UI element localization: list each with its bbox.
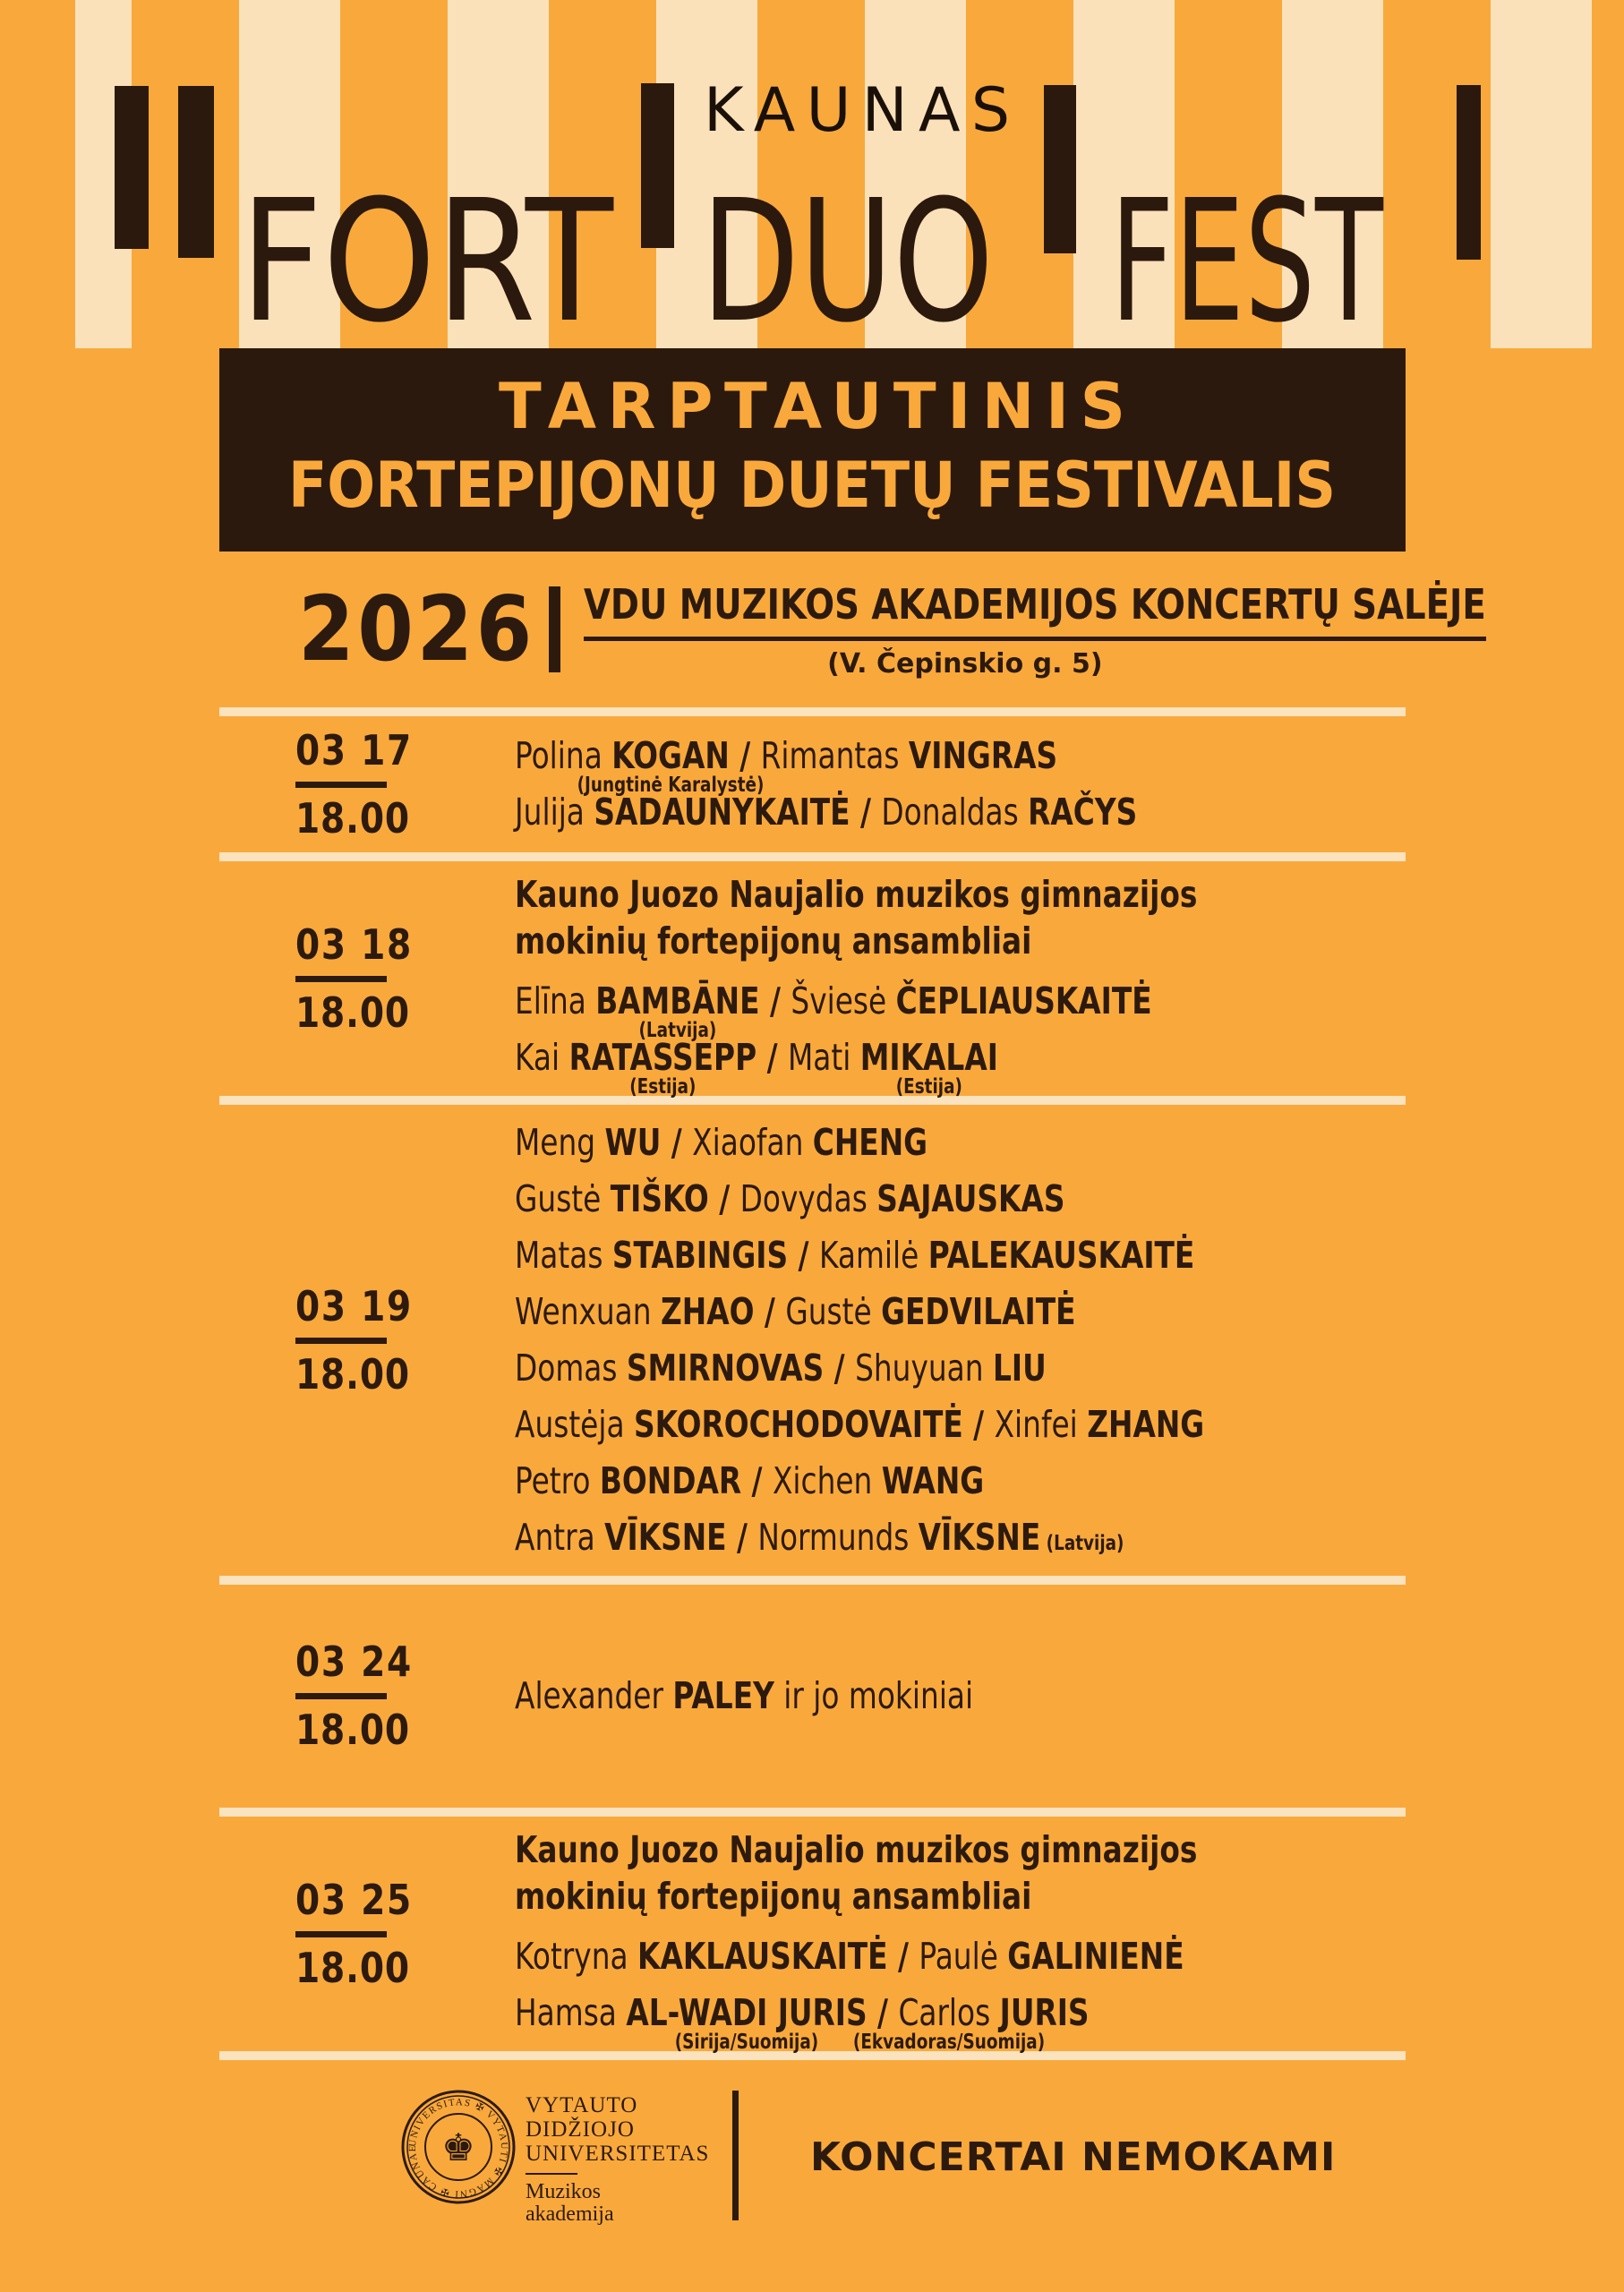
performer-name-segment: Rimantas <box>760 734 909 777</box>
schedule-entry <box>219 716 1406 852</box>
piano-key-bar <box>178 86 214 258</box>
performer-name-segment: Wenxuan <box>515 1290 661 1333</box>
country-label: (Latvija) <box>638 1019 717 1042</box>
performer-name-segment: / <box>729 734 761 777</box>
free-concerts-label: KONCERTAI NEMOKAMI <box>810 2134 1337 2180</box>
performer-name-segment: Shuyuan <box>855 1347 993 1390</box>
performer-name-segment: ir jo mokiniai <box>774 1673 974 1717</box>
footer <box>219 2014 1406 2292</box>
university-name-line: UNIVERSITETAS <box>526 2142 710 2166</box>
performer-line <box>515 728 1227 797</box>
entry-date-block <box>219 726 515 842</box>
entry-date-block <box>219 1638 515 1754</box>
piano-key-bar <box>1457 85 1481 260</box>
date-underline <box>295 1931 387 1937</box>
piano-stripes-header <box>0 0 1624 348</box>
entry-time: 18.00 <box>295 988 410 1037</box>
ensemble-heading <box>515 871 1227 964</box>
performer-name-segment: Mati <box>787 1036 860 1079</box>
performer-name-segment: / <box>708 1177 740 1220</box>
performer-name-segment: Elīna <box>515 979 596 1022</box>
date-underline <box>295 1338 387 1344</box>
performer-name-segment: Kotryna <box>515 1935 638 1978</box>
performer-name-segment: JURIS <box>999 1991 1090 2034</box>
performer-name-segment: ČEPLIAUSKAITĖ <box>895 979 1152 1022</box>
separator-line <box>219 1576 1406 1585</box>
venue-address: (V. Čepinskio g. 5) <box>827 647 1103 680</box>
ensemble-heading-line: Kauno Juozo Naujalio muzikos gimnazijos <box>515 873 1198 916</box>
performer-name-segment: KAKLAUSKAITĖ <box>637 1935 888 1978</box>
performer-name-segment: Alexander <box>515 1673 673 1717</box>
entry-time: 18.00 <box>295 1706 410 1754</box>
seal-throne-figure: ♚ <box>441 2125 475 2169</box>
date-underline <box>295 976 387 982</box>
performer-line <box>515 1171 1227 1227</box>
performer-line <box>515 1397 1227 1453</box>
performer-name-segment: Normunds <box>757 1516 919 1559</box>
venue-name: VDU MUZIKOS AKADEMIJOS KONCERTŲ SALĖJE <box>584 580 1486 641</box>
country-label: (Estija) <box>895 1075 962 1099</box>
entry-performers <box>515 1115 1406 1566</box>
entry-time: 18.00 <box>295 794 410 842</box>
subtitle-banner <box>219 348 1406 552</box>
performer-name-segment: / <box>756 1036 788 1079</box>
performer-name-segment: AL-WADI JURIS (Sirija/Suomija) <box>626 1991 868 2054</box>
performer-name-segment: Gustė <box>785 1290 882 1333</box>
performer-name-segment: Matas <box>515 1234 612 1277</box>
entry-performers <box>515 728 1406 841</box>
entry-date: 03 24 <box>295 1638 413 1686</box>
country-label: (Jungtinė Karalystė) <box>577 774 765 797</box>
performer-line <box>515 1453 1227 1509</box>
performer-name-segment: VĪKSNE <box>918 1516 1041 1559</box>
performer-name-segment: Polina <box>515 734 612 777</box>
performer-name-segment: / <box>788 1234 819 1277</box>
date-underline <box>295 782 387 788</box>
ensemble-heading-line: Kauno Juozo Naujalio muzikos gimnazijos <box>515 1828 1198 1871</box>
performer-line <box>515 1668 1227 1724</box>
performer-name-segment: Carlos (Ekvadoras/Suomija) <box>852 1991 1046 2054</box>
vdu-university-seal <box>398 2084 518 2210</box>
entry-date: 03 19 <box>295 1282 413 1330</box>
piano-key-bar <box>115 86 149 249</box>
entry-date: 03 18 <box>295 920 413 969</box>
title-word-fort: FORT <box>240 164 614 348</box>
festival-year: 2026 <box>298 577 535 681</box>
performer-name-segment: Hamsa <box>515 1991 627 2034</box>
separator-line <box>219 1096 1406 1105</box>
concert-schedule <box>219 707 1406 2060</box>
performer-name-segment: PALEKAUSKAITĖ <box>927 1234 1195 1277</box>
performer-line <box>515 1929 1227 1985</box>
performer-name-segment: Kai <box>515 1036 569 1079</box>
performer-line <box>515 784 1227 841</box>
performer-name-segment: ZHANG <box>1087 1403 1205 1446</box>
performer-name-segment: / <box>726 1516 758 1559</box>
performer-name-segment: PALEY <box>672 1673 774 1717</box>
year-divider-bar <box>549 586 560 672</box>
ensemble-heading-line: mokinių fortepijonų ansambliai <box>515 919 1032 962</box>
schedule-entry <box>219 861 1406 1099</box>
performer-name-segment: / <box>741 1459 773 1502</box>
separator-line <box>219 707 1406 716</box>
entry-performers <box>515 1826 1406 2054</box>
performer-name-segment: LIU <box>992 1347 1047 1390</box>
performer-line <box>515 1115 1227 1171</box>
university-name-line: VYTAUTO <box>526 2093 638 2117</box>
entry-date-block <box>219 1282 515 1398</box>
venue-row <box>219 552 1487 707</box>
schedule-entry <box>219 1105 1406 1576</box>
performer-name-segment: / <box>867 1991 899 2034</box>
performer-name-segment: VINGRAS <box>908 734 1058 777</box>
entry-date-block <box>219 1876 515 1992</box>
performer-name-segment: / <box>824 1347 856 1390</box>
country-label: (Sirija/Suomija) <box>674 2031 819 2054</box>
country-label: (Estija) <box>629 1075 697 1099</box>
performer-name-segment: / <box>754 1290 786 1333</box>
performer-name-segment: Xinfei <box>994 1403 1088 1446</box>
performer-line <box>515 1284 1227 1340</box>
entry-performers <box>515 871 1406 1099</box>
performer-name-segment: GEDVILAITĖ <box>881 1290 1076 1333</box>
performer-name-segment: Gustė <box>515 1177 611 1220</box>
performer-name-segment: Dovydas <box>739 1177 877 1220</box>
performer-name-segment: Meng <box>515 1121 605 1164</box>
ensemble-heading <box>515 1826 1227 1920</box>
date-underline <box>295 1693 387 1699</box>
separator-line <box>219 852 1406 861</box>
performer-name-segment: / <box>850 791 882 834</box>
performer-name-segment: Antra <box>515 1516 605 1559</box>
city-title: KAUNAS <box>704 75 1010 146</box>
performer-name-segment: Kamilė <box>818 1234 928 1277</box>
seal-ring-text: UNIVERSITAS ✠ VYTAUTI ✠ MAGNI ✠ CAUNAE <box>406 2097 510 2200</box>
entry-date: 03 25 <box>295 1876 413 1924</box>
performer-name-segment: SKOROCHODOVAITĖ <box>634 1403 963 1446</box>
performer-name-segment: WU <box>604 1121 662 1164</box>
performer-line <box>515 1340 1227 1397</box>
banner-line-1: TARPTAUTINIS <box>499 370 1125 443</box>
performer-name-segment: SMIRNOVAS <box>626 1347 825 1390</box>
performer-name-segment: VĪKSNE <box>604 1516 727 1559</box>
entry-date: 03 17 <box>295 726 413 774</box>
academy-line: Muzikos <box>526 2180 601 2203</box>
performer-name-segment: Donaldas <box>881 791 1029 834</box>
country-label-inline: (Latvija) <box>1040 1532 1124 1555</box>
performer-name-segment: WANG <box>881 1459 985 1502</box>
performer-name-segment: Xichen <box>772 1459 882 1502</box>
performer-line <box>515 1227 1227 1284</box>
subtitle-banner-text <box>219 348 1406 552</box>
country-label: (Ekvadoras/Suomija) <box>852 2031 1046 2054</box>
performer-name-segment: MIKALAI (Estija) <box>859 1036 998 1099</box>
performer-line <box>515 1030 1227 1099</box>
performer-name-segment: SADAUNYKAITĖ <box>594 791 850 834</box>
performer-name-segment: TIŠKO <box>610 1177 709 1220</box>
performer-name-segment: Petro <box>515 1459 600 1502</box>
performer-name-segment: STABINGIS <box>611 1234 789 1277</box>
performer-name-segment: Domas <box>515 1347 627 1390</box>
piano-key-bar <box>1044 85 1076 253</box>
performer-name-segment: Austėja <box>515 1403 634 1446</box>
performer-line <box>515 973 1227 1042</box>
university-rule <box>526 2173 577 2175</box>
performer-name-segment: Paulė <box>919 1935 1008 1978</box>
entry-time: 18.00 <box>295 1350 410 1398</box>
university-name-line: DIDŽIOJO <box>526 2117 635 2142</box>
performer-name-segment: / <box>887 1935 919 1978</box>
entry-date-block <box>219 920 515 1037</box>
entry-performers <box>515 1668 1406 1724</box>
academy-line: akademija <box>526 2202 614 2226</box>
piano-key-bar <box>641 83 674 248</box>
title-word-duo: DUO <box>701 164 994 348</box>
footer-divider-bar <box>732 2091 739 2220</box>
separator-line <box>219 1808 1406 1817</box>
performer-name-segment: / <box>962 1403 995 1446</box>
performer-name-segment: ZHAO <box>661 1290 755 1333</box>
performer-name-segment: RATASSEPP (Estija) <box>568 1036 757 1099</box>
header-artwork <box>0 0 1624 348</box>
entry-time: 18.00 <box>295 1944 410 1992</box>
performer-name-segment: Šviesė <box>791 979 896 1022</box>
performer-name-segment: SAJAUSKAS <box>876 1177 1065 1220</box>
performer-name-segment: BONDAR <box>599 1459 742 1502</box>
performer-name-segment: Xiaofan <box>692 1121 813 1164</box>
performer-name-segment: / <box>661 1121 693 1164</box>
schedule-entry <box>219 1585 1406 1808</box>
performer-name-segment: / <box>759 979 791 1022</box>
title-word-fest: FEST <box>1110 164 1384 348</box>
university-name-block <box>526 2093 709 2226</box>
performer-name-segment: KOGAN (Jungtinė Karalystė) <box>577 734 765 797</box>
performer-line <box>515 1509 1227 1566</box>
performer-name-segment: CHENG <box>812 1121 928 1164</box>
performer-name-segment: Julija <box>515 791 594 834</box>
ensemble-heading-line: mokinių fortepijonų ansambliai <box>515 1875 1032 1918</box>
performer-name-segment: BAMBĀNE (Latvija) <box>595 979 760 1042</box>
performer-name-segment: RAČYS <box>1028 791 1138 834</box>
performer-name-segment: GALINIENĖ <box>1007 1935 1184 1978</box>
banner-line-2: FORTEPIJONŲ DUETŲ FESTIVALIS <box>288 449 1336 522</box>
